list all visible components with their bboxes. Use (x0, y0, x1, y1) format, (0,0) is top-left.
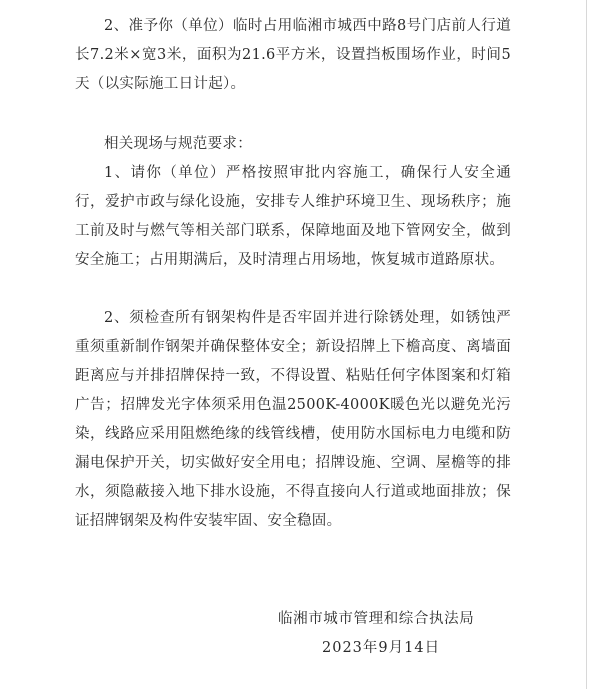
issue-date: 2023年9月14日 (322, 640, 441, 656)
approval-paragraph: 2、准予你（单位）临时占用临湘市城西中路8号门店前人行道长7.2米×宽3米，面积为21.6平方米，设置挡板围场作业，时间5天（以实际施工日计起）。 (75, 18, 511, 92)
page-edge-divider (586, 0, 587, 689)
requirement-item-2: 2、须检查所有钢架构件是否牢固并进行除锈处理，如锈蚀严重须重新制作钢架并确保整体安全；新设招牌上下檐高度、离墙面距离应与并排招牌保持一致，不得设置、粘贴任何字体图案和灯箱广告；招牌发光字体须采用色温2500K-4000K暖色光以避免光污染，线路应采用阻燃绝缘的线管线槽，使用防水国标电力电缆和防漏电保护开关，切实做好安全用电；招牌设施、空调、屋檐等的排水，须隐蔽接入地下排水设施，不得直接向人行道或地面排放；保证招牌钢架及构件安装牢固、安全稳固。 (75, 310, 511, 529)
issuing-organization: 临湘市城市管理和综合执法局 (278, 611, 475, 627)
requirement-item-1: 1、请你（单位）严格按照审批内容施工，确保行人安全通行，爱护市政与绿化设施，安排专人维护环境卫生、现场秩序；施工前及时与燃气等相关部门联系，保障地面及地下管网安全，做到安全施工；占用期满后，及时清理占用场地，恢复城市道路原状。 (75, 165, 511, 268)
requirements-heading: 相关现场与规范要求： (104, 136, 252, 152)
